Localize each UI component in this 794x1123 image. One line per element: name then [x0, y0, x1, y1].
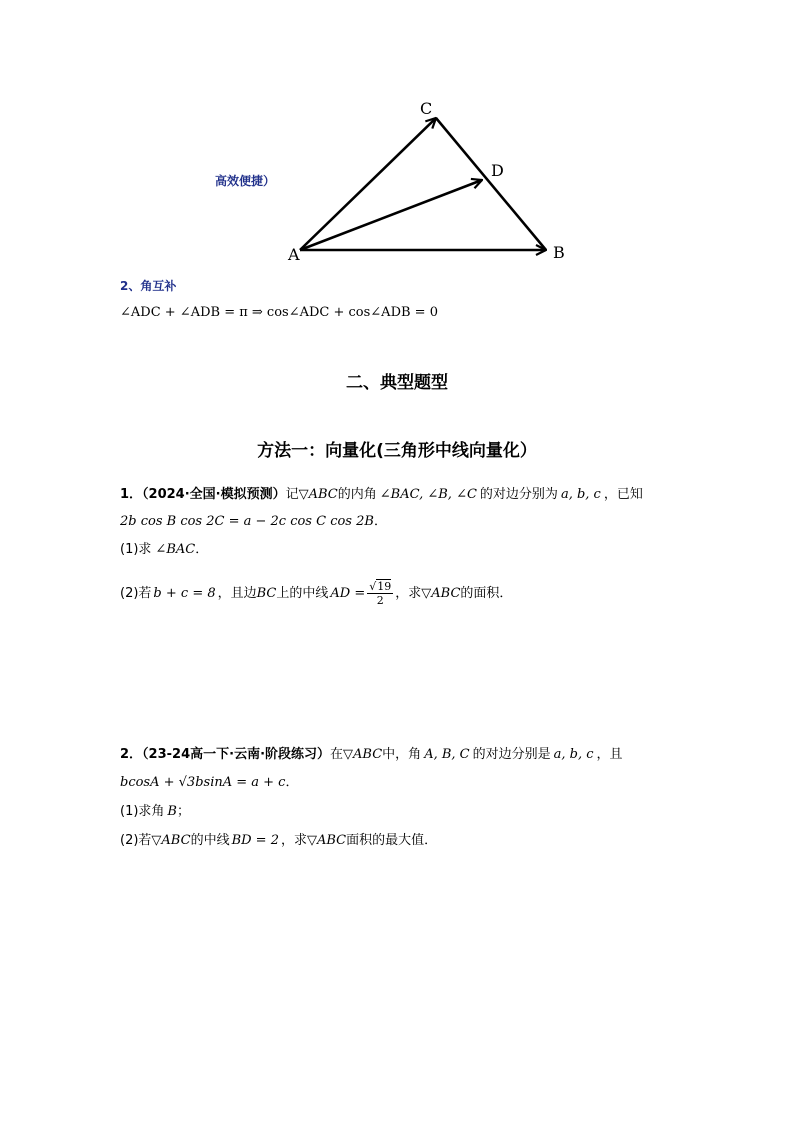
problem2-part2-triangle: ▽ABC: [151, 833, 191, 848]
problem2-part2-mid2: ，求: [280, 833, 307, 848]
problem1-part2-mid2: 上的中线: [276, 586, 329, 601]
section2-heading: 二、典型题型: [346, 373, 448, 393]
problem2-stem: [120, 746, 623, 764]
problem1-part2-cond: b + c = 8: [153, 586, 216, 601]
problem2-stem-d: ，且: [596, 747, 623, 762]
problem2-part2: [120, 832, 437, 850]
problem2-condition: bcosA + √3bsinA = a + c: [120, 775, 286, 790]
problem1-number: 1．: [120, 487, 143, 502]
problem2-stem-a: 在: [330, 747, 344, 762]
problem2-part1-prefix: (1)求角: [120, 804, 165, 819]
problem2-sides: a, b, c: [553, 747, 594, 762]
problem2-angles: A, B, C: [424, 747, 470, 762]
label-a: A: [288, 245, 300, 264]
vector-ac: [300, 118, 436, 250]
problem2-part2-end: 面积的最大值．: [346, 833, 438, 848]
problem1-part1-angle: ∠BAC: [155, 542, 196, 557]
problem1-triangle: ▽ABC: [298, 487, 338, 502]
section-angle-title: 2、角互补: [120, 279, 177, 293]
problem2-source: （23-24高一下·云南·阶段练习）: [142, 747, 331, 762]
method1-heading: 方法一：向量化(三角形中线向量化）: [257, 441, 537, 461]
problem1-stem-d: ，已知: [603, 487, 643, 502]
problem1-part2-mid3: ，求: [395, 586, 422, 601]
problem2-stem-c: 的对边分别是: [472, 747, 551, 762]
fraction-denominator: 2: [376, 594, 384, 607]
problem1-part2-prefix: (2)若: [120, 586, 152, 601]
label-c: C: [420, 99, 433, 118]
problem2-part1-end: ；: [176, 804, 190, 819]
problem2-part2-prefix: (2)若: [120, 833, 152, 848]
problem1-part1: [120, 541, 208, 559]
problem2-part2-mid: 的中线: [190, 833, 230, 848]
problem2-stem-b: 中，角: [382, 747, 422, 762]
problem1-fraction: $\frac{√19}{2}$: [369, 580, 392, 607]
problem2-number: 2．: [120, 747, 143, 762]
label-d: D: [491, 161, 504, 180]
problem1-part2-side: BC: [256, 586, 277, 601]
problem2-condition-line: [120, 774, 298, 792]
problem1-condition-end: ．: [373, 514, 387, 529]
problem1-part1-end: ．: [195, 542, 209, 557]
problem1-stem-a: 记: [285, 487, 299, 502]
fraction-numerator: 19: [377, 580, 392, 593]
problem2-part2-cond: BD = 2: [231, 833, 279, 848]
problem1-part2-mid: ，且边: [217, 586, 257, 601]
problem2-part2-triangle2: ▽ABC: [307, 833, 347, 848]
problem1-sides: a, b, c: [560, 487, 601, 502]
problem1-condition: 2b cos B cos 2C = a − 2c cos C cos 2B: [120, 514, 374, 529]
problem2-triangle: ▽ABC: [343, 747, 383, 762]
problem2-condition-end: ．: [285, 775, 299, 790]
problem1-condition-line: [120, 513, 387, 531]
triangle-figure: [0, 0, 794, 280]
label-b: B: [553, 243, 565, 262]
problem1-part2: [120, 580, 512, 607]
problem1-part2-ad: AD =: [330, 586, 366, 601]
segment-cb: [436, 118, 546, 250]
problem1-part2-end: 的面积．: [460, 586, 513, 601]
problem2-part1-var: B: [167, 804, 177, 819]
problem1-source: （2024·全国·模拟预测）: [142, 487, 286, 502]
vector-ad: [300, 180, 482, 250]
side-note: 高效便捷）: [215, 174, 276, 188]
problem1-stem: [120, 486, 643, 504]
angle-formula: ∠ADC + ∠ADB = π ⇒ cos∠ADC + cos∠ADB = 0: [120, 305, 438, 320]
problem2-part1: [120, 803, 190, 821]
problem1-angles: ∠BAC, ∠B, ∠C: [379, 487, 477, 502]
problem1-stem-c: 的对边分别为: [479, 487, 558, 502]
problem1-part1-prefix: (1)求: [120, 542, 152, 557]
problem1-stem-b: 的内角: [337, 487, 377, 502]
problem1-part2-triangle: ▽ABC: [421, 586, 461, 601]
